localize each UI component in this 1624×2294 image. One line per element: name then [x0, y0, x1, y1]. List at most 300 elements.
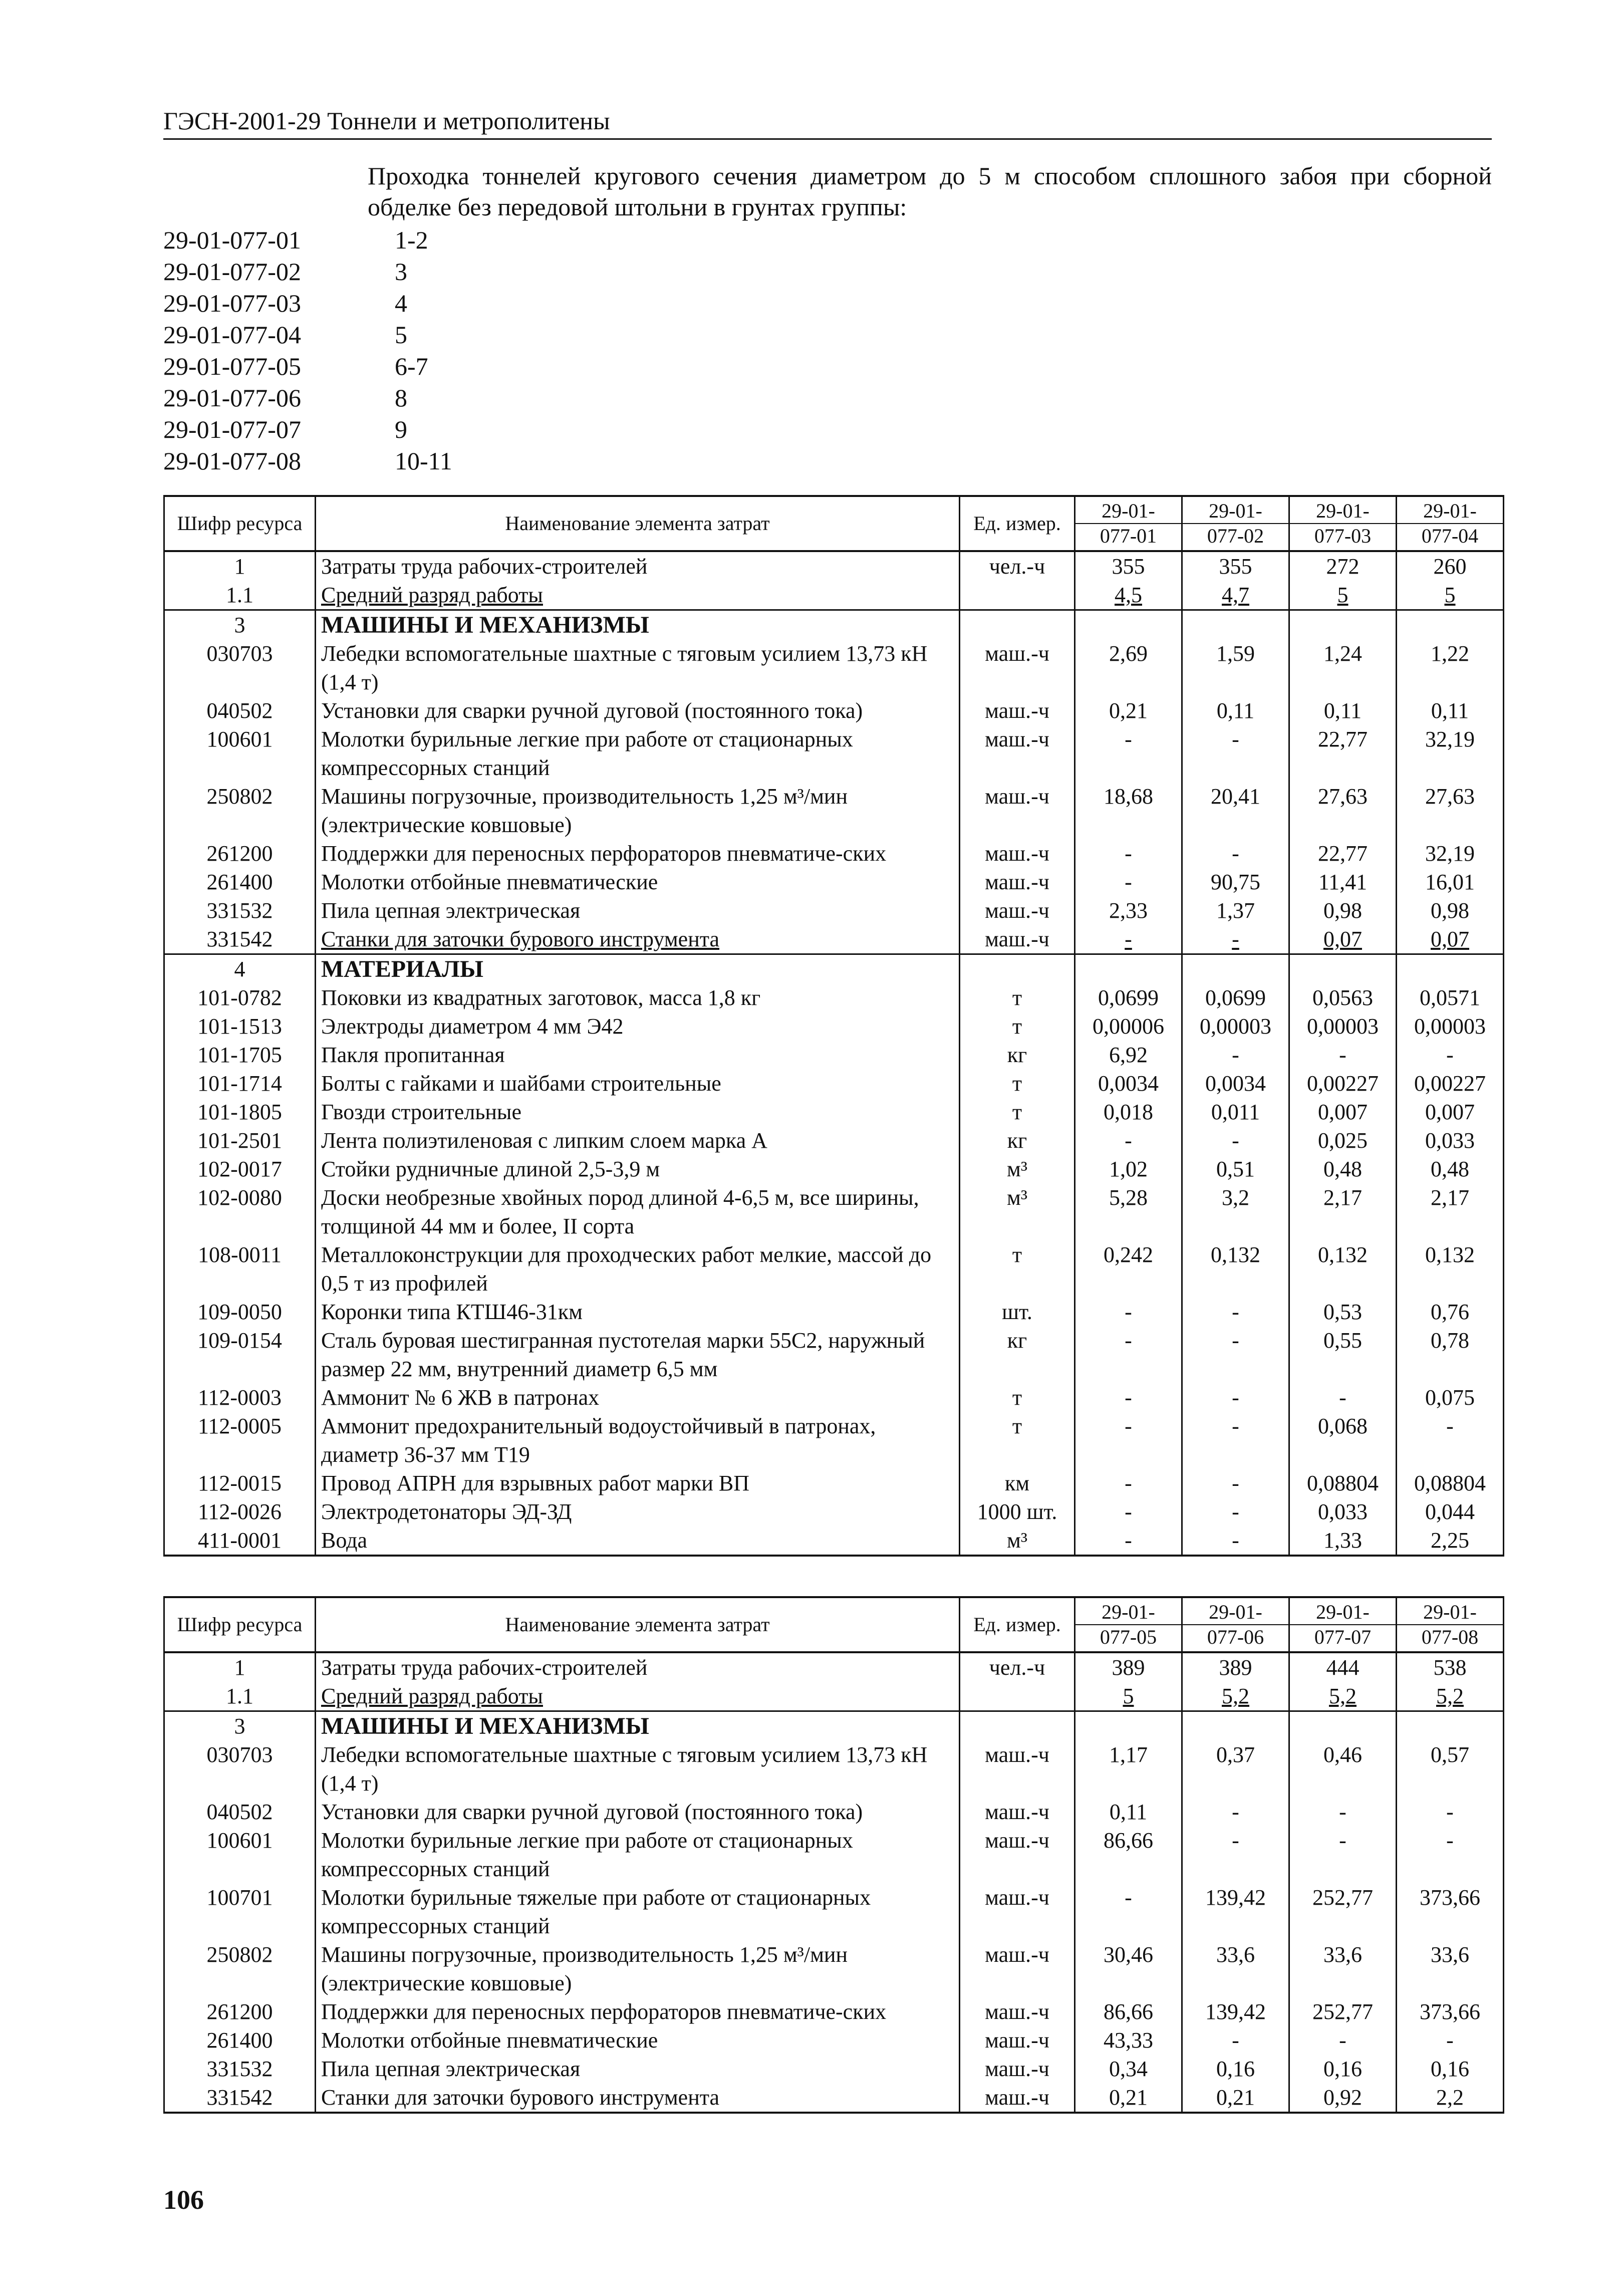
norm-value: - [1182, 1383, 1289, 1412]
norm-value: 373,66 [1397, 1883, 1504, 1940]
resource-name: Гвозди строительные [316, 1098, 960, 1126]
resource-code: 040502 [164, 1798, 316, 1826]
resource-unit: маш.-ч [960, 639, 1075, 696]
resource-name: Пакля пропитанная [316, 1041, 960, 1069]
norm-value: 2,25 [1397, 1526, 1504, 1556]
norm-value: 0,21 [1075, 2083, 1182, 2113]
table-row [164, 696, 1504, 725]
table-row [164, 639, 1504, 696]
norm-value: - [1182, 839, 1289, 868]
norm-value: - [1182, 1126, 1289, 1155]
norm-value: - [1182, 1041, 1289, 1069]
resource-code: 101-2501 [164, 1126, 316, 1155]
norm-value: - [1397, 1412, 1504, 1469]
table-row [164, 1326, 1504, 1383]
table-row [164, 1098, 1504, 1126]
table-row [164, 1383, 1504, 1412]
norm-value: 5 [1289, 581, 1397, 610]
norm-value: 0,00003 [1182, 1012, 1289, 1041]
norm-value: 2,69 [1075, 639, 1182, 696]
resource-unit: кг [960, 1126, 1075, 1155]
resource-code: 4 [164, 954, 316, 984]
norm-value: 0,018 [1075, 1098, 1182, 1126]
resource-unit: маш.-ч [960, 2083, 1075, 2113]
table-row [164, 1682, 1504, 1711]
table-row [164, 1497, 1504, 1526]
resource-code: 112-0003 [164, 1383, 316, 1412]
norm-value: 2,17 [1289, 1183, 1397, 1240]
norm-value: - [1075, 1326, 1182, 1383]
resource-unit [960, 1682, 1075, 1711]
norm-value: 0,242 [1075, 1240, 1182, 1298]
header-norm-column: 29-01- 077-06 [1182, 1597, 1289, 1652]
resource-unit: кг [960, 1326, 1075, 1383]
resource-code: 101-1705 [164, 1041, 316, 1069]
resource-code: 261200 [164, 1997, 316, 2026]
norm-value: 252,77 [1289, 1997, 1397, 2026]
resource-name: Станки для заточки бурового инструмента [316, 2083, 960, 2113]
resource-code: 331542 [164, 2083, 316, 2113]
header-unit: Ед. измер. [960, 1597, 1075, 1652]
resource-name: Молотки отбойные пневматические [316, 868, 960, 896]
resource-name: Затраты труда рабочих-строителей [316, 551, 960, 581]
norm-value: 0,0699 [1075, 983, 1182, 1012]
norm-value: 2,33 [1075, 896, 1182, 925]
resource-unit: т [960, 983, 1075, 1012]
norm-value: 5,28 [1075, 1183, 1182, 1240]
norm-value: 5 [1075, 1682, 1182, 1711]
norm-value: 0,033 [1397, 1126, 1504, 1155]
norm-value [1289, 1711, 1397, 1741]
norm-value: 0,76 [1397, 1298, 1504, 1326]
norm-value: 43,33 [1075, 2026, 1182, 2055]
resource-name: Средний разряд работы [316, 1682, 960, 1711]
resource-unit: 1000 шт. [960, 1497, 1075, 1526]
norm-value: 0,00227 [1397, 1069, 1504, 1098]
table-row [164, 782, 1504, 839]
code-list-item [163, 224, 452, 256]
resource-unit: маш.-ч [960, 1798, 1075, 1826]
table-row [164, 2026, 1504, 2055]
header-unit: Ед. измер. [960, 496, 1075, 551]
norm-value: 1,17 [1075, 1740, 1182, 1798]
running-header: ГЭСН-2001-29 Тоннели и метрополитены [163, 107, 610, 135]
norm-value: 22,77 [1289, 839, 1397, 868]
code-list-item [163, 382, 452, 414]
norm-value: 0,0034 [1182, 1069, 1289, 1098]
resource-code: 261200 [164, 839, 316, 868]
norm-value: 0,11 [1397, 696, 1504, 725]
norm-code: 29-01-077-04 [163, 321, 301, 349]
norm-value: 5,2 [1182, 1682, 1289, 1711]
norm-value: 0,16 [1289, 2055, 1397, 2083]
table-header-row [164, 1597, 1504, 1652]
norm-value: 260 [1397, 551, 1504, 581]
norm-value: - [1075, 725, 1182, 782]
norm-value [1075, 610, 1182, 640]
norm-value: 20,41 [1182, 782, 1289, 839]
norm-value: 33,6 [1182, 1940, 1289, 1997]
norm-value [1075, 1711, 1182, 1741]
resource-unit: т [960, 1383, 1075, 1412]
norm-value: - [1075, 868, 1182, 896]
table-row [164, 1069, 1504, 1098]
norm-value: 1,22 [1397, 639, 1504, 696]
norm-value: - [1075, 1298, 1182, 1326]
norm-value: - [1397, 1041, 1504, 1069]
resource-code: 1 [164, 1652, 316, 1682]
table-row [164, 1798, 1504, 1826]
norm-value: - [1289, 1798, 1397, 1826]
norm-value: 0,007 [1397, 1098, 1504, 1126]
resource-unit: маш.-ч [960, 839, 1075, 868]
resource-name: Доски необрезные хвойных пород длиной 4-6,5 м, все ширины, толщиной 44 мм и более, II сорта [316, 1183, 960, 1240]
resource-unit: маш.-ч [960, 725, 1075, 782]
resource-unit: маш.-ч [960, 696, 1075, 725]
resource-unit [960, 954, 1075, 984]
table-row [164, 1126, 1504, 1155]
soil-group: 8 [395, 384, 407, 412]
soil-group: 4 [395, 289, 407, 317]
soil-group: 6-7 [395, 352, 428, 380]
table-row [164, 1652, 1504, 1682]
norm-value: - [1075, 1883, 1182, 1940]
table-row [164, 2083, 1504, 2113]
resource-code: 101-0782 [164, 983, 316, 1012]
code-list-item [163, 256, 452, 288]
norm-value: 0,08804 [1397, 1469, 1504, 1497]
resource-name: Коронки типа КТШ46-31км [316, 1298, 960, 1326]
table-row [164, 1240, 1504, 1298]
resource-code: 100701 [164, 1883, 316, 1940]
resource-name: Машины погрузочные, производительность 1,25 м³/мин (электрические ковшовые) [316, 1940, 960, 1997]
norm-value: 4,5 [1075, 581, 1182, 610]
norm-value: 0,007 [1289, 1098, 1397, 1126]
resource-name: Молотки бурильные легкие при работе от стационарных компрессорных станций [316, 725, 960, 782]
table-row [164, 1997, 1504, 2026]
norm-value: 0,132 [1182, 1240, 1289, 1298]
header-norm-column: 29-01- 077-01 [1075, 496, 1182, 551]
resource-name: МАТЕРИАЛЫ [316, 954, 960, 984]
resource-name: Молотки отбойные пневматические [316, 2026, 960, 2055]
norm-value: - [1182, 1526, 1289, 1556]
resource-unit: чел.-ч [960, 1652, 1075, 1682]
resource-name: Провод АПРН для взрывных работ марки ВП [316, 1469, 960, 1497]
resource-unit: маш.-ч [960, 925, 1075, 954]
norm-value: 389 [1075, 1652, 1182, 1682]
norm-value [1397, 610, 1504, 640]
resource-code: 100601 [164, 725, 316, 782]
norm-value: - [1075, 839, 1182, 868]
header-code: Шифр ресурса [164, 1597, 316, 1652]
norm-value: 5,2 [1289, 1682, 1397, 1711]
norm-value [1397, 1711, 1504, 1741]
resource-name: МАШИНЫ И МЕХАНИЗМЫ [316, 610, 960, 640]
section-intro: Проходка тоннелей кругового сечения диаметром до 5 м способом сплошного забоя при сборной обделке без передовой штольни в грунтах группы: [368, 162, 1492, 221]
resource-unit: чел.-ч [960, 551, 1075, 581]
norm-value: - [1075, 925, 1182, 954]
header-norm-column: 29-01- 077-07 [1289, 1597, 1397, 1652]
norm-value: 0,068 [1289, 1412, 1397, 1469]
resource-name: Болты с гайками и шайбами строительные [316, 1069, 960, 1098]
resource-code: 3 [164, 1711, 316, 1741]
resource-code: 331542 [164, 925, 316, 954]
code-list [163, 224, 452, 477]
resource-unit: т [960, 1240, 1075, 1298]
norm-value: 1,59 [1182, 639, 1289, 696]
table-row [164, 1041, 1504, 1069]
norm-value: 0,21 [1182, 2083, 1289, 2113]
norm-value: 0,025 [1289, 1126, 1397, 1155]
header-rule [163, 138, 1492, 140]
norm-value: - [1289, 1826, 1397, 1883]
norm-value: 0,92 [1289, 2083, 1397, 2113]
norm-code: 29-01-077-03 [163, 289, 301, 317]
norm-value: - [1182, 1826, 1289, 1883]
norm-value: - [1182, 1298, 1289, 1326]
table-row [164, 1155, 1504, 1183]
resource-name: Молотки бурильные легкие при работе от стационарных компрессорных станций [316, 1826, 960, 1883]
table-row [164, 1012, 1504, 1041]
resource-unit: км [960, 1469, 1075, 1497]
table-row [164, 725, 1504, 782]
norm-value [1289, 610, 1397, 640]
resource-unit [960, 581, 1075, 610]
norm-value: 1,24 [1289, 639, 1397, 696]
norm-value: 0,00003 [1289, 1012, 1397, 1041]
norm-value: 4,7 [1182, 581, 1289, 610]
resource-unit: шт. [960, 1298, 1075, 1326]
norm-value: 0,57 [1397, 1740, 1504, 1798]
norm-value: 0,34 [1075, 2055, 1182, 2083]
code-list-item [163, 319, 452, 351]
resource-unit [960, 1711, 1075, 1741]
norm-value: 0,11 [1289, 696, 1397, 725]
norm-value: 3,2 [1182, 1183, 1289, 1240]
norm-value: 0,07 [1397, 925, 1504, 954]
norm-value: 5 [1397, 581, 1504, 610]
resource-unit [960, 610, 1075, 640]
resource-code: 108-0011 [164, 1240, 316, 1298]
header-norm-column: 29-01- 077-02 [1182, 496, 1289, 551]
norm-value: 355 [1075, 551, 1182, 581]
table-row [164, 1826, 1504, 1883]
table-row [164, 1740, 1504, 1798]
norm-value: 0,53 [1289, 1298, 1397, 1326]
norm-value: 0,37 [1182, 1740, 1289, 1798]
resource-code: 250802 [164, 1940, 316, 1997]
table-row [164, 1298, 1504, 1326]
norm-value: 0,51 [1182, 1155, 1289, 1183]
table-row [164, 983, 1504, 1012]
norm-value [1289, 954, 1397, 984]
resource-code: 1 [164, 551, 316, 581]
norm-value: 0,0034 [1075, 1069, 1182, 1098]
norm-value: - [1075, 1383, 1182, 1412]
table-row [164, 551, 1504, 581]
resource-unit: маш.-ч [960, 2055, 1075, 2083]
table-row [164, 1412, 1504, 1469]
norm-value: 0,98 [1289, 896, 1397, 925]
table-row [164, 868, 1504, 896]
norm-value: - [1397, 1798, 1504, 1826]
table-row [164, 1469, 1504, 1497]
norm-value: 0,78 [1397, 1326, 1504, 1383]
norm-value: - [1289, 1383, 1397, 1412]
norm-value: 389 [1182, 1652, 1289, 1682]
norm-value [1182, 610, 1289, 640]
norm-value: 0,07 [1289, 925, 1397, 954]
norm-value: 0,11 [1075, 1798, 1182, 1826]
resource-unit: маш.-ч [960, 2026, 1075, 2055]
norm-value: 27,63 [1397, 782, 1504, 839]
resource-name: Поковки из квадратных заготовок, масса 1,8 кг [316, 983, 960, 1012]
table-row [164, 1183, 1504, 1240]
resource-unit: маш.-ч [960, 1940, 1075, 1997]
resource-name: Пила цепная электрическая [316, 896, 960, 925]
norm-value: 139,42 [1182, 1997, 1289, 2026]
resource-code: 331532 [164, 896, 316, 925]
resource-unit: маш.-ч [960, 896, 1075, 925]
resource-code: 112-0005 [164, 1412, 316, 1469]
resource-name: Металлоконструкции для проходческих работ мелкие, массой до 0,5 т из профилей [316, 1240, 960, 1298]
norm-value: 139,42 [1182, 1883, 1289, 1940]
table-row [164, 1526, 1504, 1556]
norm-value: 1,33 [1289, 1526, 1397, 1556]
norm-value [1182, 1711, 1289, 1741]
resource-code: 112-0015 [164, 1469, 316, 1497]
norm-value: 0,16 [1397, 2055, 1504, 2083]
resource-name: Машины погрузочные, производительность 1,25 м³/мин (электрические ковшовые) [316, 782, 960, 839]
norm-value: 33,6 [1397, 1940, 1504, 1997]
code-list-item [163, 288, 452, 319]
table-row [164, 1883, 1504, 1940]
norm-code: 29-01-077-08 [163, 447, 301, 475]
norm-value: 0,00003 [1397, 1012, 1504, 1041]
page-number: 106 [163, 2185, 204, 2215]
resource-unit: т [960, 1069, 1075, 1098]
norm-value: - [1182, 1412, 1289, 1469]
norm-value: 86,66 [1075, 1826, 1182, 1883]
resource-name: Поддержки для переносных перфораторов пневматиче-ских [316, 839, 960, 868]
header-norm-column: 29-01- 077-04 [1397, 496, 1504, 551]
norm-value: - [1075, 1469, 1182, 1497]
resource-table-2 [163, 1596, 1504, 2114]
resource-code: 109-0050 [164, 1298, 316, 1326]
norm-value: 444 [1289, 1652, 1397, 1682]
norm-value: 86,66 [1075, 1997, 1182, 2026]
resource-code: 112-0026 [164, 1497, 316, 1526]
soil-group: 1-2 [395, 226, 428, 254]
header-norm-column: 29-01- 077-03 [1289, 496, 1397, 551]
norm-value: 0,16 [1182, 2055, 1289, 2083]
norm-value: 1,02 [1075, 1155, 1182, 1183]
norm-value: 5,2 [1397, 1682, 1504, 1711]
code-list-item [163, 351, 452, 382]
resource-code: 101-1714 [164, 1069, 316, 1098]
section-row [164, 954, 1504, 984]
norm-value: 0,033 [1289, 1497, 1397, 1526]
norm-value: 272 [1289, 551, 1397, 581]
header-code: Шифр ресурса [164, 496, 316, 551]
table-row [164, 581, 1504, 610]
resource-code: 1.1 [164, 1682, 316, 1711]
norm-value: 32,19 [1397, 725, 1504, 782]
norm-value: 2,17 [1397, 1183, 1504, 1240]
resource-table-1 [163, 495, 1504, 1557]
resource-code: 100601 [164, 1826, 316, 1883]
table-row [164, 839, 1504, 868]
table-row [164, 925, 1504, 954]
resource-unit: маш.-ч [960, 1826, 1075, 1883]
resource-name: Лента полиэтиленовая с липким слоем марка А [316, 1126, 960, 1155]
resource-name: Аммонит предохранительный водоустойчивый в патронах, диаметр 36-37 мм Т19 [316, 1412, 960, 1469]
resource-unit: т [960, 1412, 1075, 1469]
resource-unit: м³ [960, 1155, 1075, 1183]
norm-value: 0,0563 [1289, 983, 1397, 1012]
norm-value: - [1182, 925, 1289, 954]
norm-value: 0,0571 [1397, 983, 1504, 1012]
resource-code: 1.1 [164, 581, 316, 610]
section-row [164, 610, 1504, 640]
norm-value: 373,66 [1397, 1997, 1504, 2026]
norm-value: 18,68 [1075, 782, 1182, 839]
resource-unit: т [960, 1098, 1075, 1126]
resource-code: 331532 [164, 2055, 316, 2083]
resource-name: Молотки бурильные тяжелые при работе от стационарных компрессорных станций [316, 1883, 960, 1940]
norm-value: 0,11 [1182, 696, 1289, 725]
norm-value: 22,77 [1289, 725, 1397, 782]
norm-value [1075, 954, 1182, 984]
table-row [164, 2055, 1504, 2083]
norm-value: 0,48 [1289, 1155, 1397, 1183]
table-header-row [164, 496, 1504, 551]
norm-value: - [1289, 2026, 1397, 2055]
norm-value: 355 [1182, 551, 1289, 581]
norm-value [1182, 954, 1289, 984]
resource-name: Стойки рудничные длиной 2,5-3,9 м [316, 1155, 960, 1183]
table-row [164, 896, 1504, 925]
header-norm-column: 29-01- 077-05 [1075, 1597, 1182, 1652]
norm-value: 0,075 [1397, 1383, 1504, 1412]
norm-value: 90,75 [1182, 868, 1289, 896]
code-list-item [163, 445, 452, 477]
resource-code: 109-0154 [164, 1326, 316, 1383]
norm-value: - [1182, 1798, 1289, 1826]
section-row [164, 1711, 1504, 1741]
norm-code: 29-01-077-06 [163, 384, 301, 412]
norm-value: 16,01 [1397, 868, 1504, 896]
norm-value: 0,55 [1289, 1326, 1397, 1383]
resource-unit: кг [960, 1041, 1075, 1069]
norm-value: 0,00006 [1075, 1012, 1182, 1041]
norm-value: 0,132 [1289, 1240, 1397, 1298]
norm-value: 0,00227 [1289, 1069, 1397, 1098]
norm-value: - [1182, 1497, 1289, 1526]
resource-name: Пила цепная электрическая [316, 2055, 960, 2083]
norm-value: - [1397, 2026, 1504, 2055]
soil-group: 9 [395, 415, 407, 443]
norm-value: - [1075, 1526, 1182, 1556]
resource-code: 040502 [164, 696, 316, 725]
resource-code: 101-1805 [164, 1098, 316, 1126]
resource-code: 3 [164, 610, 316, 640]
norm-value: 27,63 [1289, 782, 1397, 839]
resource-unit: маш.-ч [960, 782, 1075, 839]
resource-unit: т [960, 1012, 1075, 1041]
resource-name: Электроды диаметром 4 мм Э42 [316, 1012, 960, 1041]
table-row [164, 1940, 1504, 1997]
